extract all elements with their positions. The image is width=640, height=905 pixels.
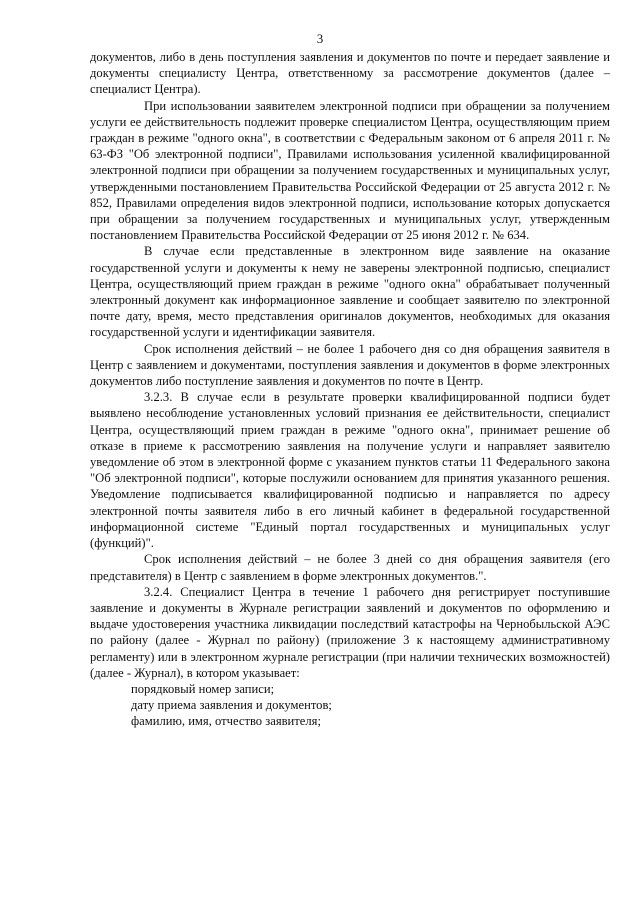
paragraph-deadline-1: Срок исполнения действий – не более 1 рабочего дня со дня обращения заявителя в Центр с заявлением и документами, поступления заявления и документов в форме электронных документов либо поступление заявления и документов по почте в Центр. <box>90 341 610 389</box>
paragraph-unsigned-documents: В случае если представленные в электронном виде заявление на оказание государственной услуги и документы к нему не заверены электронной подписью, специалист Центра, осуществляющий прием граждан в режиме "одного окна" обрабатывает полученный электронный документ как информационное заявление и сообщает заявителю по электронной почте дату, время, место представления оригиналов документов, необходимых для оказания государственной услуги и идентификации заявителя. <box>90 244 610 340</box>
document-body <box>90 49 610 730</box>
journal-fields-list <box>90 681 610 730</box>
paragraph-deadline-2: Срок исполнения действий – не более 3 дней со дня обращения заявителя (его представителя) в Центр с заявлением в форме электронных документов.". <box>90 552 610 583</box>
list-item: фамилию, имя, отчество заявителя; <box>131 714 321 729</box>
page-number: 3 <box>316 31 324 46</box>
paragraph-continuation: документов, либо в день поступления заявления и документов по почте и передает заявление и документы специалисту Центра, ответственному за рассмотрение документов (далее – специалист Центра). <box>90 50 610 97</box>
list-item: дату приема заявления и документов; <box>131 698 332 713</box>
paragraph-3-2-3: 3.2.3. В случае если в результате проверки квалифицированной подписи будет выявлено несоблюдение установленных условий признания ее действительности, специалист Центра, осуществляющий прием граждан в режиме "одного окна", принимает решение об отказе в приеме к рассмотрению заявления на получение услуги и направляет заявителю уведомление об этом в электронной форме с указанием пунктов статьи 11 Федерального закона "Об электронной подписи", которые послужили основанием для принятия указанного решения. Уведомление подписывается квалифицированной подписью и направляется по адресу электронной почты заявителя либо в его личный кабинет в федеральной государственной информационной системе "Единый портал государственных и муниципальных услуг (функций)". <box>90 390 610 551</box>
paragraph-electronic-signature: При использовании заявителем электронной подписи при обращении за получением услуги ее действительность подлежит проверке специалистом Центра, осуществляющим прием граждан в режиме "одного окна", в соответствии с Федеральным законом от 6 апреля 2011 г. № 63-ФЗ "Об электронной подписи", Правилами использования усиленной квалифицированной электронной подписи при обращении за получением государственных и муниципальных услуг, утвержденными постановлением Правительства Российской Федерации от 25 августа 2012 г. № 852, Правилами определения видов электронной подписи, использование которых допускается при обращении за получением государственных и муниципальных услуг, утвержденным постановлением Правительства Российской Федерации от 25 июня 2012 г. № 634. <box>90 98 610 243</box>
paragraph-3-2-4: 3.2.4. Специалист Центра в течение 1 рабочего дня регистрирует поступившие заявление и документы в Журнале регистрации заявлений и документов по оформлению и выдаче удостоверения участника ликвидации последствий катастрофы на Чернобыльской АЭС по району (далее - Журнал по району) (приложение 3 к настоящему административному регламенту) или в электронном журнале регистрации (при наличии технических возможностей) (далее - Журнал), в котором указывает: <box>90 584 610 680</box>
list-item: порядковый номер записи; <box>131 681 275 696</box>
